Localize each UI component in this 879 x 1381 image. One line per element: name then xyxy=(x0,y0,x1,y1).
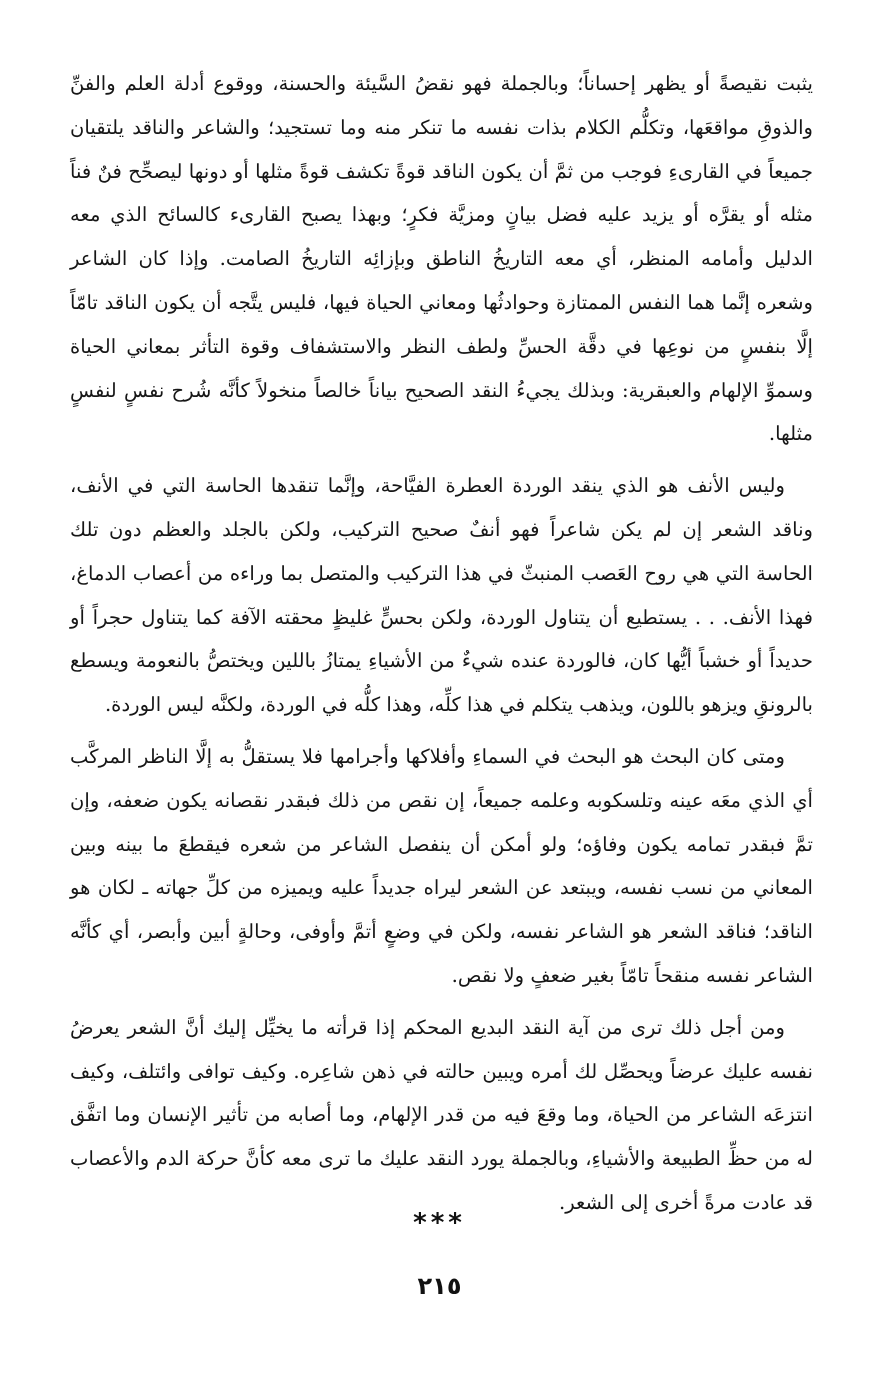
section-separator: *** xyxy=(413,1208,466,1238)
paragraph-3: ومتى كان البحث هو البحث في السماءِ وأفلاكها وأجرامها فلا يستقلُّ به إلَّا الناظر المركَّب أي الذي معَه عينه وتلسكوبه وعلمه جميعاً، إن نقص من ذلك فبقدر نقصانه يكون ضعفه، وإن تمَّ فبقدر تمامه يكون وفاؤه؛ ولو أمكن أن ينفصل الشاعر من شعره فيقطعَ ما بينه وبين المعاني من نسب نفسه، ويبتعد عن الشعر ليراه جديداً عليه ويميزه من كلِّ جهاته ـ لكان هو الناقد؛ فناقد الشعر هو الشاعر نفسه، ولكن في وضعٍ أتمَّ وأوفى، وحالةٍ أبين وأبصر، أي كأنَّه الشاعر نفسه منقحاً تامّاً بغير ضعفٍ ولا نقص. xyxy=(70,744,813,987)
paragraph-4: ومن أجل ذلك ترى من آية النقد البديع المحكم إذا قرأته ما يخيِّل إليك أنَّ الشعر يعرضُ نفسه عليك عرضاً ويحصِّل لك أمره ويبين حالته في ذهن شاعِره. وكيف توافى وائتلف، وكيف انتزعَه الشاعر من الحياة، وما وقعَ فيه من قدر الإلهام، وما أصابه من تأثير الإنسان وما اتفَّق له من حظِّ الطبيعة والأشياءِ، وبالجملة يورد النقد عليك ما ترى معه كأنَّ حركة الدم والأعصاب قد عادت مرةً أخرى إلى الشعر. xyxy=(70,1015,813,1214)
paragraph-1: يثبت نقيصةً أو يظهر إحساناً؛ وبالجملة فهو نقضُ السَّيئة والحسنة، ووقوع أدلة العلم والفنِّ والذوقِ مواقعَها، وتكلُّم الكلام بذات نفسه ما تنكر منه وما تستجيد؛ والشاعر والناقد يلتقيان جميعاً في القارىءِ فوجب من ثمَّ أن يكون الناقد قوةً تكشف قوةً مثلها أو دونها ليصحِّح فنٌ فناً مثله أو يقرَّه أو يزيد عليه فضل بيانٍ ومزيَّة فكرٍ؛ وبهذا يصبح القارىء كالسائح الذي معه الدليل وأمامه المنظر، أي معه التاريخُ الناطق وبإزائِه التاريخُ الصامت. وإذا كان الشاعر وشعره إنَّما هما النفس الممتازة وحوادثُها ومعاني الحياة فيها، فليس يتَّجه أن يكون الناقد تامّاً إلَّا بنفسٍ من نوعِها في دقَّة الحسِّ ولطف النظر والاستشفاف وقوة التأثر بمعاني الحياة وسموِّ الإلهام والعبقرية: وبذلك يجيءُ النقد الصحيح بياناً خالصاً منخولاً كأنَّه شُرح نفسٍ لنفسٍ مثلها. xyxy=(70,72,813,446)
paragraph-2: وليس الأنف هو الذي ينقد الوردة العطرة الفيَّاحة، وإنَّما تنقدها الحاسة التي في الأنف، وناقد الشعر إن لم يكن شاعراً فهو أنفٌ صحيح التركيب، ولكن بالجلد والعظم دون تلك الحاسة التي هي روح العَصب المنبثّ في هذا التركيب والمتصل بما وراءه من أعصاب الدماغ، فهذا الأنف. . . يستطيع أن يتناول الوردة، ولكن بحسٍّ غليظٍ محقته الآفة كما يتناول حجراً أو حديداً أو خشباً أيُّها كان، فالوردة عنده شيءٌ من الأشياءِ يمتازُ باللين ويختصُّ بالنعومة ويسطع بالرونقِ ويزهو باللون، ويذهب يتكلم في هذا كلِّه، وهذا كلُّه في الوردة، ولكنَّه ليس الوردة. xyxy=(70,474,813,717)
page-number: ٢١٥ xyxy=(417,1272,462,1300)
body-text xyxy=(70,62,813,1225)
